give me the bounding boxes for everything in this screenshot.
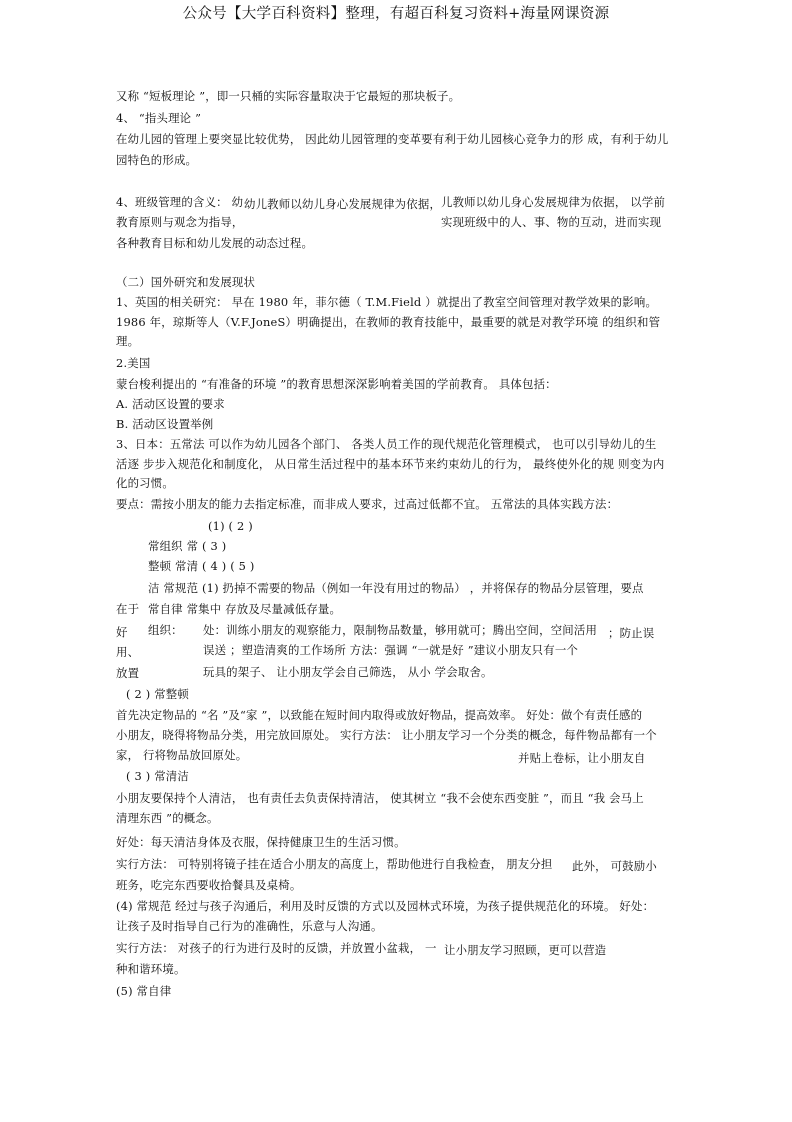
- paragraph-line: 班务，吃完东西要收拾餐具及桌椅。: [116, 878, 302, 892]
- paragraph-line: 清理东西 ”的概念。: [116, 811, 219, 825]
- paragraph-line: 小朋友要保持个人清洁， 也有责任去负责保持清洁， 使其树立 “我不会使东西变脏 ”，而且 “我 会马上: [116, 791, 644, 805]
- paragraph-line: 各种教育目标和幼儿发展的动态过程。: [116, 236, 314, 250]
- paragraph-line: 1、英国的相关研究： 早在 1980 年，菲尔德（ T.M.Field ）就提出了教室空间管理对教学效果的影响。: [116, 295, 658, 309]
- paragraph-line: 组织：: [148, 623, 183, 637]
- paragraph-line: 让孩子及时指导自己行为的准确性，乐意与人沟通。: [116, 919, 383, 933]
- paragraph-line: 4、班级管理的含义： 幼: [116, 195, 244, 209]
- paragraph-line: 常自律 常集中 存放及尽量减低存量。: [148, 602, 342, 616]
- section-heading: (5) 常自律: [116, 984, 172, 998]
- paragraph-line: 并贴上卷标，让小朋友自: [518, 751, 646, 765]
- paragraph-line: 好处：每天清洁身体及衣服，保持健康卫生的生活习惯。: [116, 835, 406, 849]
- section-heading: ( 3 ) 常清洁: [126, 769, 189, 783]
- paragraph-line: 种和谐环境。: [116, 962, 186, 976]
- paragraph-line: 在于: [116, 602, 140, 616]
- section-heading: 2.美国: [116, 356, 151, 370]
- section-heading: ( 2 ) 常整顿: [126, 687, 189, 701]
- paragraph-line: 家， 行将物品放回原处。: [116, 748, 248, 762]
- paragraph-line: 玩具的架子、 让小朋友学会自己筛选， 从小 学会取舍。: [203, 665, 493, 679]
- paragraph-line: 实现班级中的人、事、物的互动，进而实现: [441, 215, 662, 229]
- paragraph-line: 教育原则与观念为指导，: [116, 215, 244, 229]
- section-heading: （二）国外研究和发展现状: [116, 275, 256, 289]
- paragraph-line: (1) ( 2 ): [208, 519, 253, 533]
- paragraph-line: 实行方法： 可特别将镜子挂在适合小朋友的高度上，帮助他进行自我检查， 朋友分担: [116, 857, 553, 871]
- paragraph-line: (4) 常规范 经过与孩子沟通后，利用及时反馈的方式以及园林式环境，为孩子提供规范化的环境。 好处：: [116, 899, 655, 913]
- paragraph-line: 好: [116, 625, 128, 639]
- paragraph-line: 此外， 可鼓励小: [572, 859, 657, 873]
- section-heading: 4、 “指头理论 ”: [116, 111, 202, 125]
- paragraph-line: 1986 年，琼斯等人（V.F.JoneS）明确提出，在教师的教育技能中，最重要的就是对教学环境 的组织和管: [116, 315, 661, 329]
- paragraph-line: 误送 ；塑造清爽的工作场所 方法：强调 “一就是好 ”建议小朋友只有一个: [203, 643, 579, 657]
- paragraph-line: 化的习惯。: [116, 476, 174, 490]
- paragraph-line: 实行方法： 对孩子的行为进行及时的反馈，并放置小盆栽， 一: [116, 941, 437, 955]
- overlay-text: 幼儿教师以幼儿身心发展规律为依据，: [244, 197, 442, 211]
- paragraph-line: 3、日本：五常法 可以作为幼儿园各个部门、 各类人员工作的现代规范化管理模式， 也可以引导幼儿的生: [116, 437, 657, 451]
- list-item: B. 活动区设置举例: [116, 417, 214, 431]
- paragraph-line: 又称 “短板理论 ”，即一只桶的实际容量取决于它最短的那块板子。: [116, 89, 461, 103]
- page-header: 公众号【大学百科资料】整理，有超百科复习资料+海量网课资源: [182, 6, 610, 22]
- paragraph-line: 儿教师以幼儿身心发展规律为依据， 以学前: [441, 195, 666, 209]
- paragraph-line: 理。: [116, 334, 140, 348]
- paragraph-line: 要点：需按小朋友的能力去指定标准，而非成人要求，过高过低都不宜。 五常法的具体实践方法：: [116, 497, 619, 511]
- paragraph-line: 让小朋友学习照顾，更可以营造: [444, 943, 607, 957]
- paragraph-line: 用、: [116, 645, 140, 659]
- paragraph-line: 洁 常规范 (1) 扔掉不需要的物品（例如一年没有用过的物品） ，并将保存的物品分层管理，要点: [148, 581, 644, 595]
- paragraph-line: ；防止误: [608, 626, 655, 640]
- paragraph-line: 小朋友，晓得将物品分类，用完放回原处。 实行方法： 让小朋友学习一个分类的概念，每件物品都有一个: [116, 728, 657, 742]
- paragraph-line: 园特色的形成。: [116, 153, 198, 167]
- list-item: A. 活动区设置的要求: [116, 397, 225, 411]
- paragraph-line: 首先决定物品的 “名 ”及“家 ”，以致能在短时间内取得或放好物品，提高效率。 好处：做个有责任感的: [116, 708, 643, 722]
- paragraph-line: 处：训练小朋友的观察能力，限制物品数量，够用就可；腾出空间，空间活用: [203, 623, 598, 637]
- paragraph-line: 整顿 常清 ( 4 ) ( 5 ): [148, 559, 255, 573]
- paragraph-line: 放置: [116, 666, 140, 680]
- paragraph-line: 常组织 常 ( 3 ): [148, 539, 227, 553]
- paragraph-line: 在幼儿园的管理上要突显比较优势， 因此幼儿园管理的变革要有利于幼儿园核心竞争力的形 成，有利于幼儿: [116, 132, 669, 146]
- paragraph-line: 活逐 步步入规范化和制度化， 从日常生活过程中的基本环节来约束幼儿的行为， 最终使外化的规 则变为内: [116, 457, 665, 471]
- paragraph-line: 蒙台梭利提出的 “有准备的环境 ”的教育思想深深影响着美国的学前教育。 具体包括：: [116, 377, 557, 391]
